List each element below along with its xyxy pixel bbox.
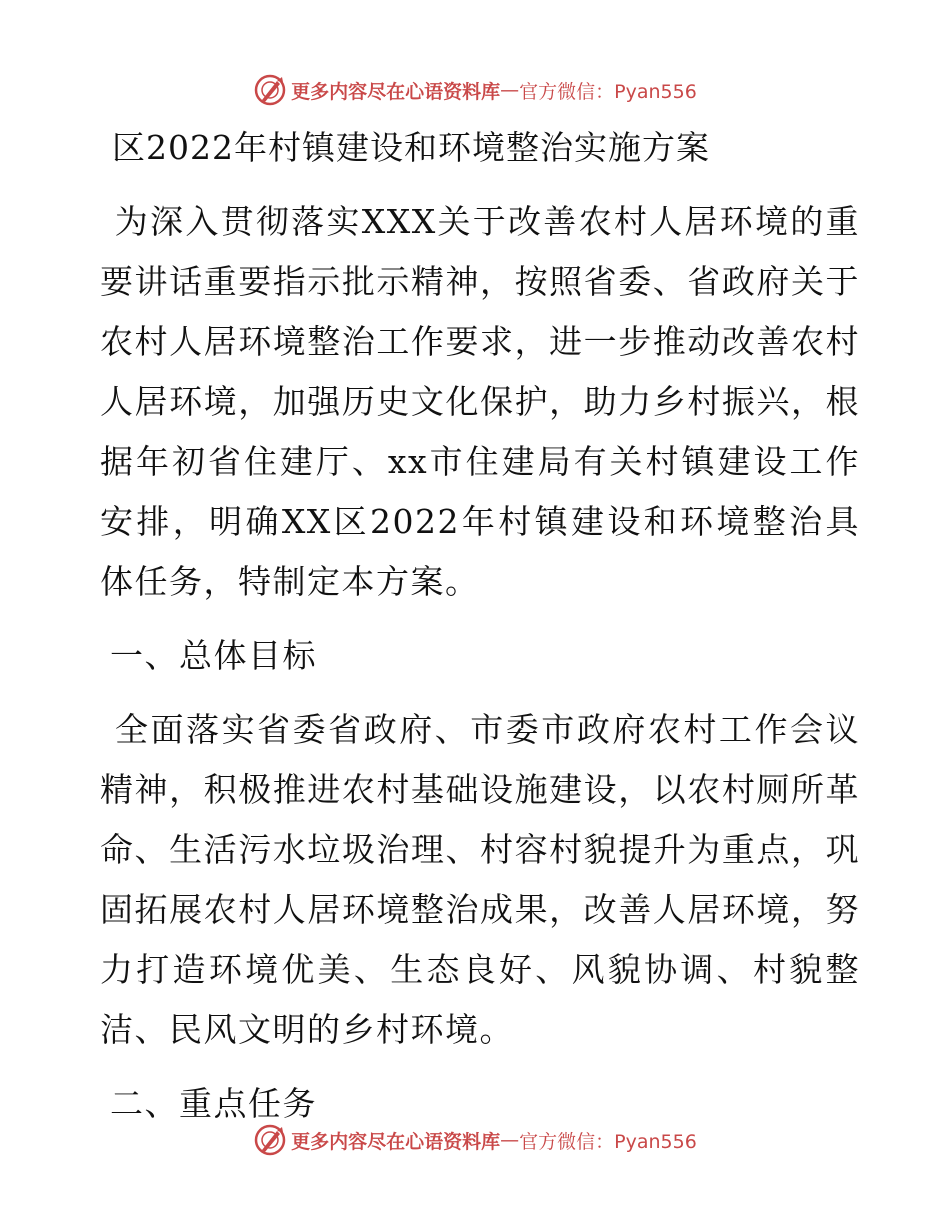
document-title: 区2022年村镇建设和环境整治实施方案 — [112, 128, 710, 167]
watermark-header — [0, 70, 950, 110]
goals-paragraph: 全面落实省委省政府、市委市政府农村工作会议精神，积极推进农村基础设施建设，以农村厕所革命、生活污水垃圾治理、村容村貌提升为重点，巩固拓展农村人居环境整治成果，改善人居环境，努力打造环境优美、生态良好、风貌协调、村貌整洁、民风文明的乡村环境。 — [100, 710, 860, 1049]
pen-logo-icon — [253, 73, 287, 107]
document-body — [100, 118, 860, 1134]
watermark-contact: 官方微信：Pyan556 — [519, 1130, 697, 1153]
section-heading-goals: 一、总体目标 — [110, 636, 317, 675]
watermark-footer — [0, 1120, 950, 1160]
section-heading-tasks: 二、重点任务 — [110, 1084, 317, 1123]
intro-paragraph: 为深入贯彻落实XXX关于改善农村人居环境的重要讲话重要指示批示精神，按照省委、省政府关于农村人居环境整治工作要求，进一步推动改善农村人居环境，加强历史文化保护，助力乡村振兴，根据年初省住建厅、xx市住建局有关村镇建设工作安排，明确XX区2022年村镇建设和环境整治具体任务，特制定本方案。 — [100, 202, 860, 601]
pen-logo-icon — [253, 1123, 287, 1157]
watermark-contact: 官方微信：Pyan556 — [519, 80, 697, 103]
watermark-brand: 更多内容尽在心语资料库 — [291, 1130, 501, 1153]
watermark-brand: 更多内容尽在心语资料库 — [291, 80, 501, 103]
watermark-dash: — — [500, 79, 520, 101]
watermark-dash: — — [500, 1129, 520, 1151]
